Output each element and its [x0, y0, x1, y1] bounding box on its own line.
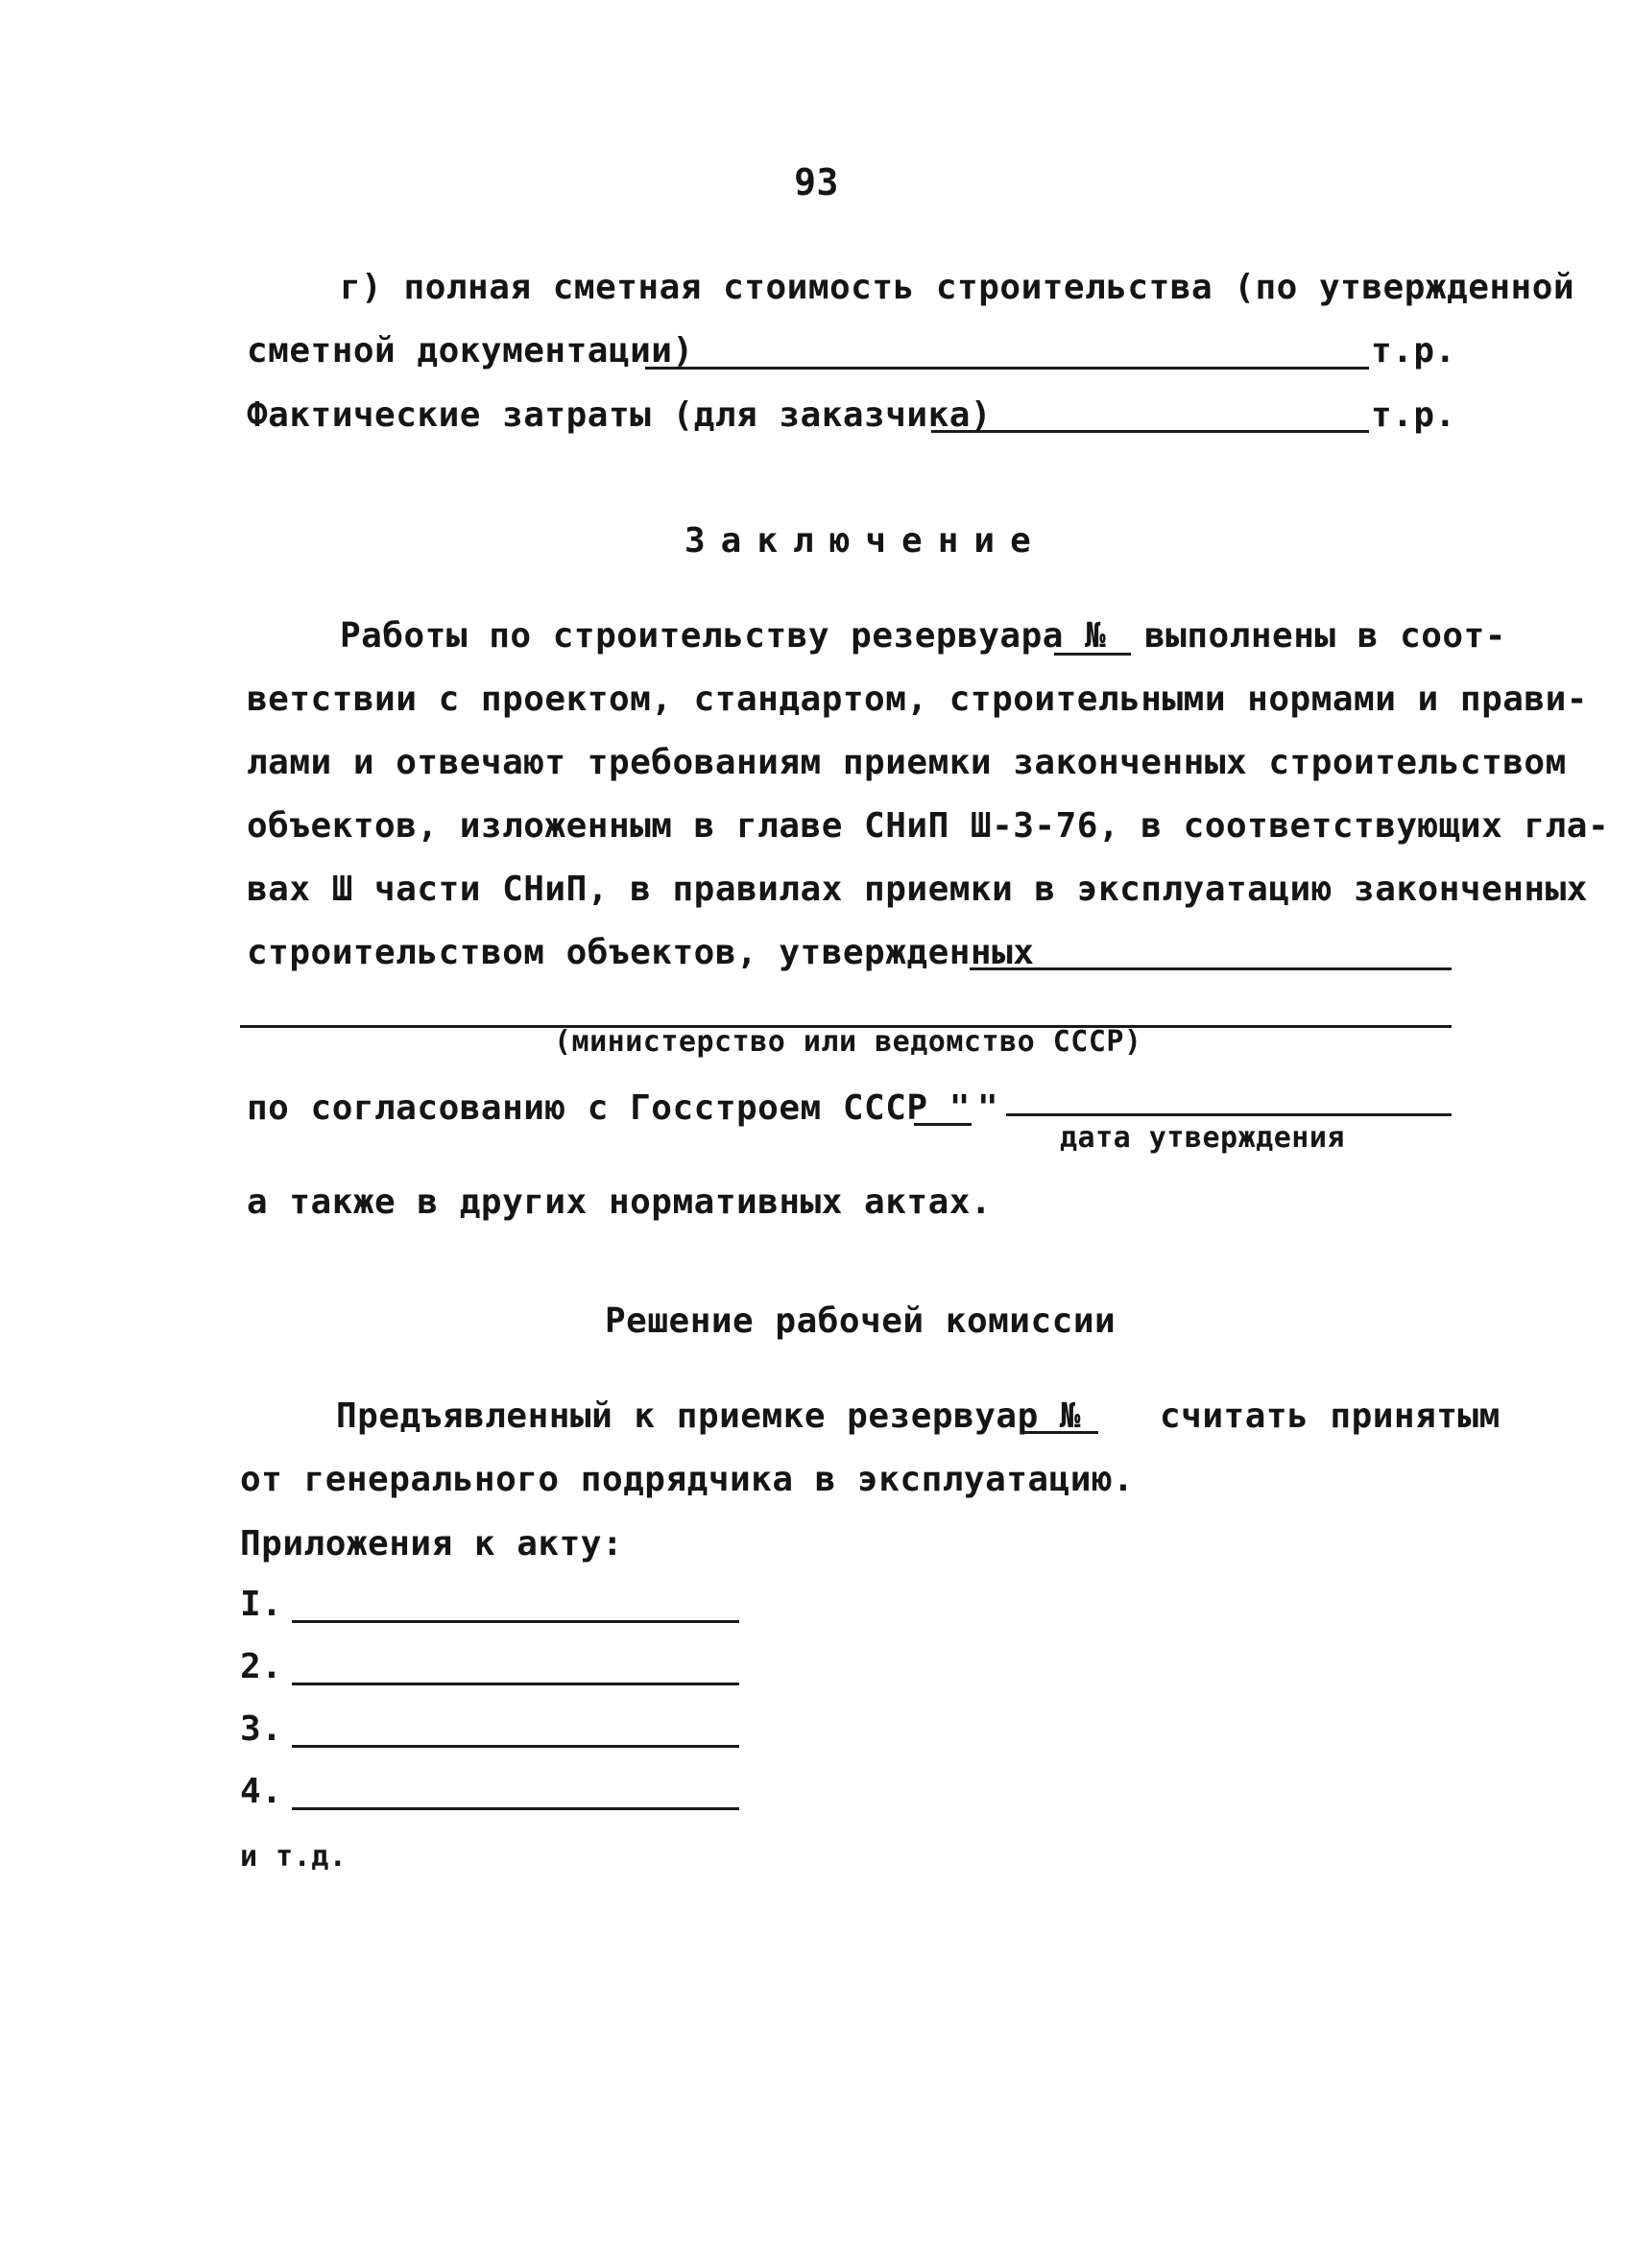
decision-line-2: от генерального подрядчика в эксплуатацию.	[240, 1460, 1135, 1499]
decision-line-1-suffix: считать принятым	[1160, 1397, 1501, 1436]
attachment-item-1-number: I.	[240, 1585, 283, 1624]
attachment-item-4-number: 4.	[240, 1772, 283, 1811]
tank-number-blank-field[interactable]	[1054, 653, 1131, 656]
estimated-cost-blank-field[interactable]	[645, 367, 1369, 370]
conclusion-last-line: а также в других нормативных актах.	[247, 1182, 993, 1222]
cost-line-1: г) полная сметная стоимость строительства (по утвержденной	[340, 268, 1575, 307]
conclusion-line-6: строительством объектов, утвержденных	[247, 933, 1035, 972]
decision-heading: Решение рабочей комиссии	[605, 1301, 1117, 1341]
cost-unit-2: т.р.	[1371, 395, 1456, 435]
conclusion-line-5: вах Ш части СНиП, в правилах приемки в эксплуатацию законченных	[247, 870, 1588, 909]
cost-unit-1: т.р.	[1371, 331, 1456, 370]
attachment-item-3-blank-field[interactable]	[292, 1745, 739, 1748]
conclusion-line-1-suffix: выполнены в соот-	[1144, 616, 1506, 656]
ministry-caption: (министерство или ведомство СССР)	[554, 1025, 1142, 1059]
cost-line-2-label: сметной документации)	[247, 331, 694, 370]
actual-costs-blank-field[interactable]	[931, 430, 1369, 433]
conclusion-line-2: ветствии с проектом, стандартом, строительными нормами и прави-	[247, 680, 1588, 719]
attachment-item-1-blank-field[interactable]	[292, 1620, 739, 1623]
decision-tank-number-blank-field[interactable]	[1021, 1431, 1098, 1434]
attachment-item-2-number: 2.	[240, 1647, 283, 1686]
actual-costs-label: Фактические затраты (для заказчика)	[247, 395, 993, 435]
page-number: 93	[794, 161, 839, 203]
approval-date-blank-field[interactable]	[1006, 1113, 1452, 1116]
decision-line-1-prefix: Предъявленный к приемке резервуар №	[336, 1397, 1082, 1436]
agreement-quote-close: "	[977, 1088, 999, 1128]
agreement-day-blank-field[interactable]	[914, 1123, 972, 1126]
etc-label: и т.д.	[240, 1840, 348, 1874]
conclusion-line-4: объектов, изложенным в главе СНиП Ш-3-76, в соответствующих гла-	[247, 806, 1610, 846]
attachments-label: Приложения к акту:	[240, 1524, 624, 1564]
approved-by-blank-field[interactable]	[970, 967, 1452, 970]
approval-date-caption: дата утверждения	[1060, 1121, 1345, 1155]
attachment-item-4-blank-field[interactable]	[292, 1807, 739, 1810]
conclusion-line-1-prefix: Работы по строительству резервуара №	[340, 616, 1107, 656]
attachment-item-2-blank-field[interactable]	[292, 1683, 739, 1685]
conclusion-line-3: лами и отвечают требованиям приемки законченных строительством	[247, 743, 1567, 782]
attachment-item-3-number: 3.	[240, 1709, 283, 1749]
conclusion-heading: Заключение	[684, 521, 1046, 561]
agreement-prefix: по согласованию с Госстроем СССР "	[247, 1088, 971, 1128]
